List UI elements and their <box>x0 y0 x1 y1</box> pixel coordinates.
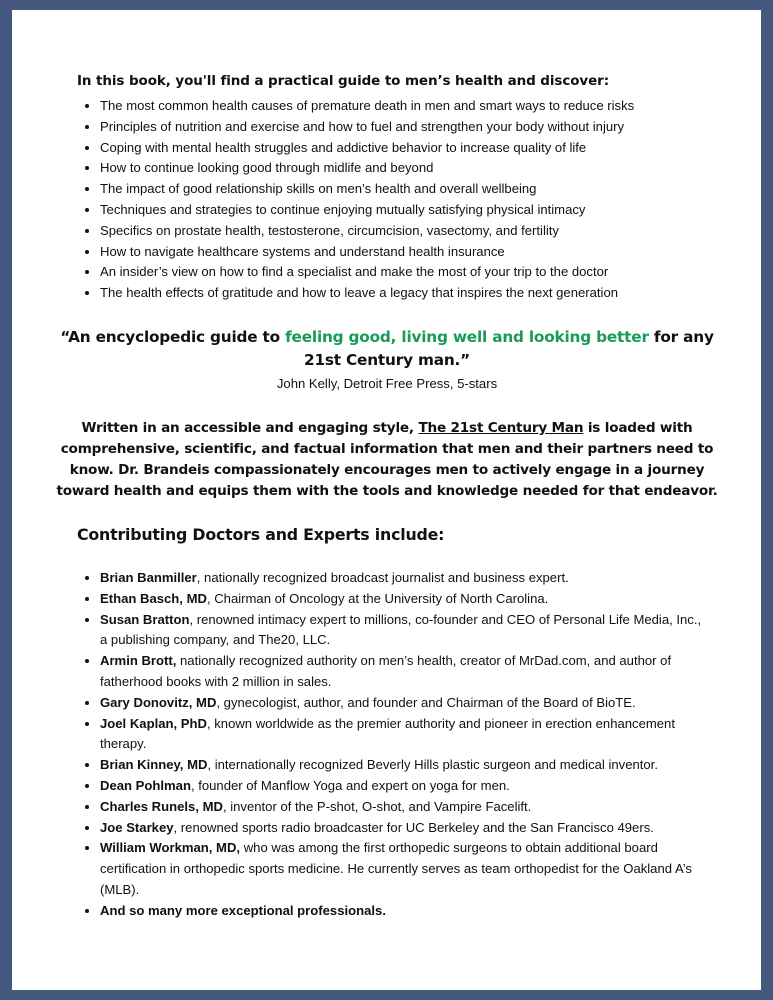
list-item: • An insider’s view on how to find a specialist and make the most of your trip to the doctor <box>100 262 740 283</box>
list-item <box>100 651 710 693</box>
expert-desc: nationally recognized authority on men’s health, creator of MrDad.com, and author of fatherhood books with 2 million in sales. <box>100 653 672 689</box>
expert-desc: , gynecologist, author, and founder and Chairman of the Board of BioTE. <box>216 694 636 710</box>
list-item <box>100 797 710 818</box>
list-item <box>100 901 710 922</box>
quote-text-end: for any 21st Century man.” <box>304 328 714 369</box>
list-item: • Principles of nutrition and exercise and how to fuel and strengthen your body without injury <box>100 117 740 138</box>
blurb-text-end: is loaded with comprehensive, scientific, and factual information that men and their partners need to know. Dr. Brandeis compassionately encourages men to actively engage in a journey toward health and equips them with the tools and knowledge needed for that endeavor. <box>56 420 718 499</box>
expert-desc: , nationally recognized broadcast journalist and business expert. <box>196 570 569 585</box>
expert-desc: , renowned sports radio broadcaster for UC Berkeley and the San Francisco 49ers. <box>173 819 654 835</box>
list-item: • The health effects of gratitude and how to leave a legacy that inspires the next generation <box>100 283 740 304</box>
list-item <box>100 568 710 589</box>
benefits-list <box>80 96 740 304</box>
expert-name: William Workman, MD, <box>100 840 241 856</box>
list-item: • How to navigate healthcare systems and understand health insurance <box>100 242 740 263</box>
expert-name: Dean Pohlman <box>100 777 191 793</box>
expert-desc: , inventor of the P-shot, O-shot, and Vampire Facelift. <box>222 798 532 814</box>
expert-name: Ethan Basch, MD <box>100 590 207 606</box>
expert-name: Susan Bratton <box>100 611 190 627</box>
quote-text-start: “An encyclopedic guide to <box>60 328 286 346</box>
blurb-text-start: Written in an accessible and engaging style, <box>81 420 419 436</box>
quote-highlight: feeling good, living well and looking better <box>285 328 649 346</box>
quote-attribution: John Kelly, Detroit Free Press, 5-stars <box>276 376 498 391</box>
list-item <box>100 589 710 610</box>
expert-desc: , renowned intimacy expert to millions, co-founder and CEO of Personal Life Media, Inc., a publishing company, and The20, LLC. <box>100 611 702 648</box>
review-quote <box>52 326 722 372</box>
list-item <box>100 714 710 756</box>
list-item <box>100 776 710 797</box>
list-item: • Techniques and strategies to continue enjoying mutually satisfying physical intimacy <box>100 200 740 221</box>
expert-desc: who was among the first orthopedic surgeons to obtain additional board certification in orthopedic sports medicine. He currently serves as team orthopedist for the Oakland A’s (MLB). <box>100 840 692 897</box>
list-item: • The most common health causes of premature death in men and smart ways to reduce risks <box>100 96 740 117</box>
list-item <box>100 610 710 652</box>
expert-name: Brian Banmiller <box>100 570 197 585</box>
page <box>12 10 761 990</box>
list-item: • Specifics on prostate health, testosterone, circumcision, vasectomy, and fertility <box>100 221 740 242</box>
expert-name: Joe Starkey <box>100 819 174 835</box>
list-item <box>100 818 710 839</box>
expert-name: Brian Kinney, MD <box>100 757 208 773</box>
list-item: • How to continue looking good through midlife and beyond <box>100 158 740 179</box>
expert-desc: , Chairman of Oncology at the University of North Carolina. <box>206 590 549 606</box>
book-blurb <box>52 418 722 502</box>
expert-name: Charles Runels, MD <box>100 798 223 814</box>
list-item: • Coping with mental health struggles and addictive behavior to increase quality of life <box>100 138 740 159</box>
list-item <box>100 755 710 776</box>
closing-note: And so many more exceptional professionals. <box>100 902 386 918</box>
expert-name: Armin Brott, <box>100 653 177 669</box>
contributors-list <box>80 568 710 922</box>
list-item: • The impact of good relationship skills on men’s health and overall wellbeing <box>100 179 740 200</box>
expert-name: Joel Kaplan, PhD <box>100 715 207 731</box>
expert-name: Gary Donovitz, MD <box>100 694 217 710</box>
expert-desc: , known worldwide as the premier authority and pioneer in erection enhancement therapy. <box>100 715 675 752</box>
list-item <box>100 838 710 900</box>
book-title: The 21st Century Man <box>418 420 584 436</box>
expert-desc: , internationally recognized Beverly Hills plastic surgeon and medical inventor. <box>207 757 658 773</box>
contributors-heading: Contributing Doctors and Experts include: <box>77 525 445 544</box>
list-item <box>100 693 710 714</box>
intro-heading: In this book, you'll find a practical guide to men’s health and discover: <box>77 73 610 89</box>
expert-desc: , founder of Manflow Yoga and expert on yoga for men. <box>190 777 510 793</box>
